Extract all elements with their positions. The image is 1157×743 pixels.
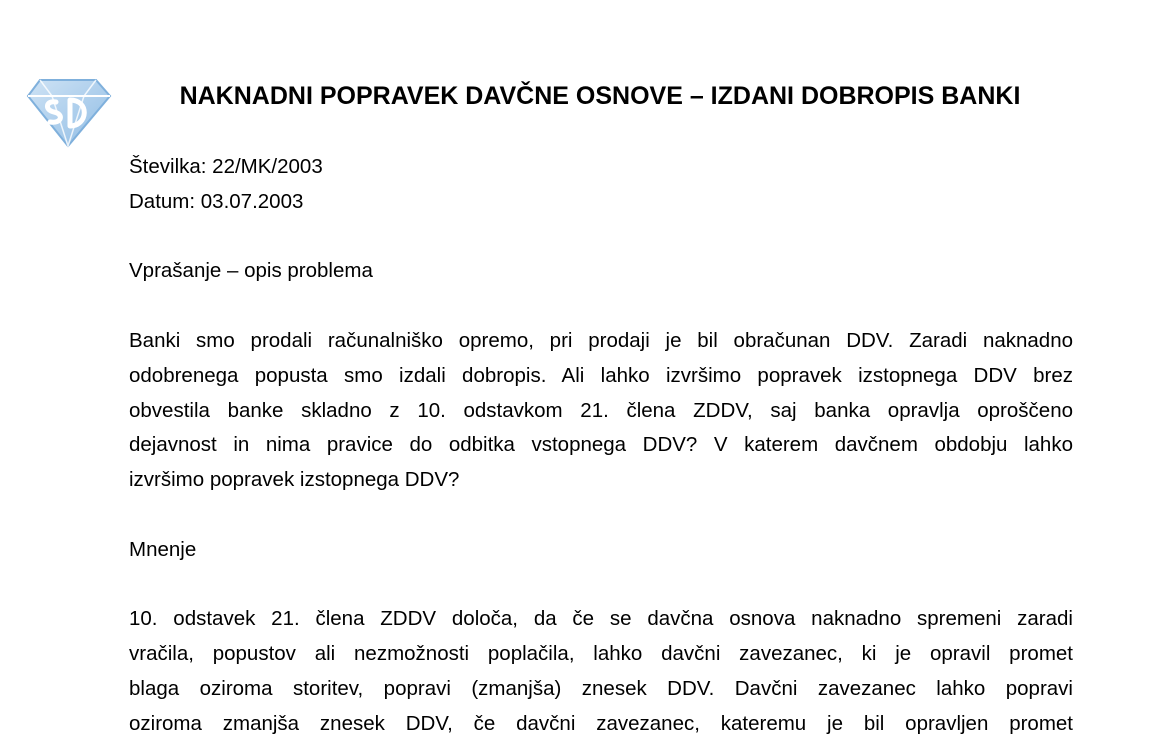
document-number: Številka: 22/MK/2003 <box>129 155 323 178</box>
question-heading: Vprašanje – opis problema <box>129 259 373 283</box>
spacer <box>129 289 1073 324</box>
opinion-heading: Mnenje <box>129 537 197 561</box>
paragraph-line: vračila, popustov ali nezmožnosti poplačila, lahko davčni zavezanec, ki je opravil promet <box>129 642 1073 666</box>
spacer <box>129 568 1073 603</box>
paragraph-line: oziroma zmanjša znesek DDV, če davčni zavezanec, kateremu je bil opravljen promet <box>129 711 1073 735</box>
document-title: NAKNADNI POPRAVEK DAVČNE OSNOVE – IZDANI DOBROPIS BANKI <box>179 82 1021 110</box>
document-date: Datum: 03.07.2003 <box>129 189 304 213</box>
paragraph-line: blaga oziroma storitev, popravi (zmanjša) znesek DDV. Davčni zavezanec lahko popravi <box>129 676 1073 700</box>
paragraph-line: obvestila banke skladno z 10. odstavkom 21. člena ZDDV, saj banka opravlja oproščeno <box>129 398 1073 422</box>
spacer <box>129 498 1073 533</box>
paragraph-line: dejavnost in nima pravice do odbitka vstopnega DDV? V katerem davčnem obdobju lahko <box>129 433 1073 457</box>
document-body <box>129 150 1073 742</box>
paragraph-line: odobrenega popusta smo izdali dobropis. Ali lahko izvršimo popravek izstopnega DDV brez <box>129 363 1073 387</box>
paragraph-line: 10. odstavek 21. člena ZDDV določa, da če se davčna osnova naknadno spremeni zaradi <box>129 607 1073 631</box>
opinion-paragraph <box>129 602 1073 741</box>
spacer <box>129 220 1073 255</box>
paragraph-line: Banki smo prodali računalniško opremo, pri prodaji je bil obračunan DDV. Zaradi naknadno <box>129 328 1073 352</box>
paragraph-line: izvršimo popravek izstopnega DDV? <box>129 468 460 492</box>
question-paragraph <box>129 324 1073 498</box>
